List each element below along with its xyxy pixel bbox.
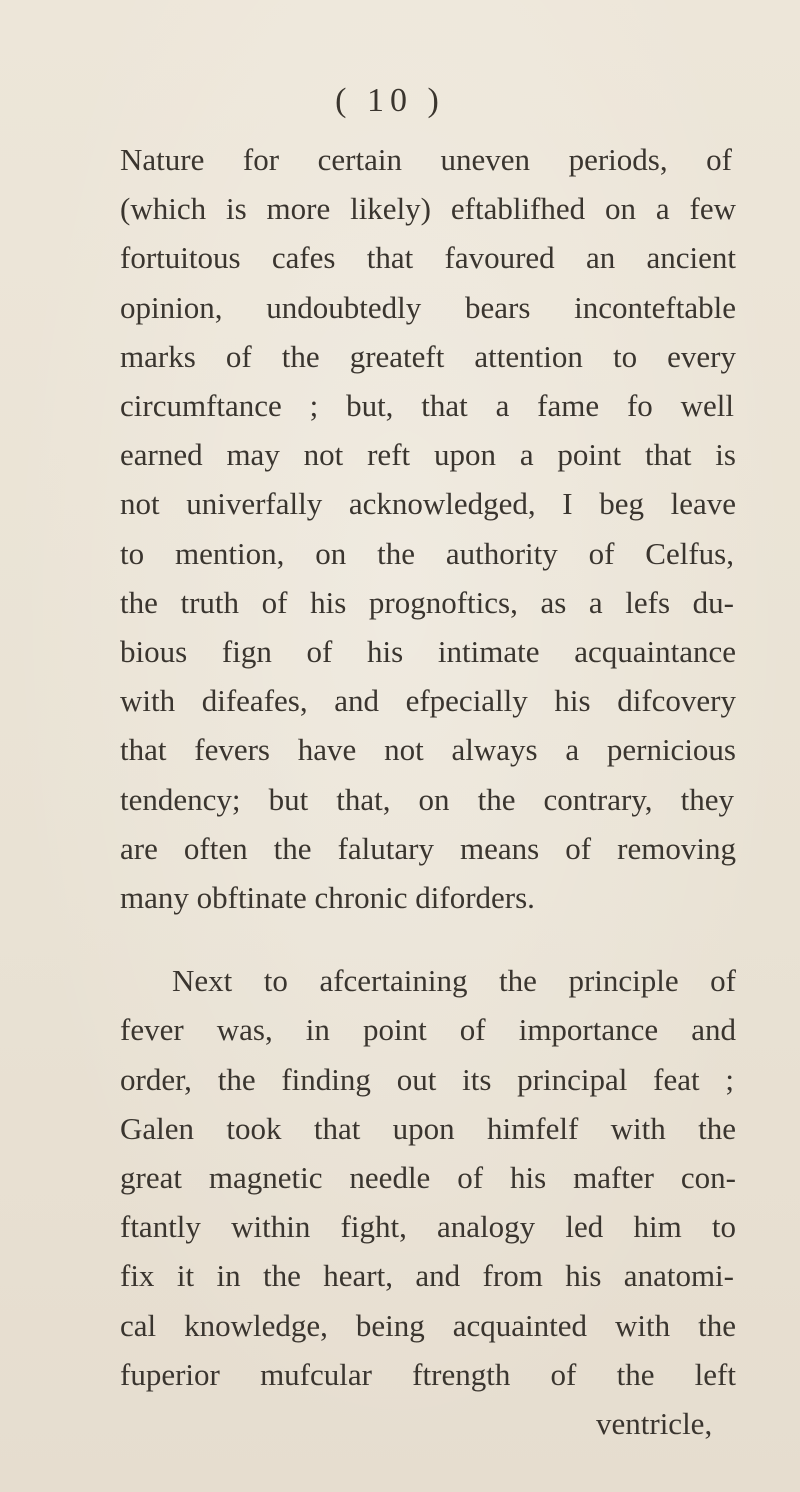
text-line: ftantly within fight, analogy led him to (120, 1209, 736, 1244)
text-line: that fevers have not always a pernicious (120, 732, 736, 767)
text-line: cal knowledge, being acquainted with the (120, 1308, 736, 1343)
page-number: ( 10 ) (335, 82, 445, 119)
catchword: ventricle, (596, 1406, 713, 1441)
text-line: Next to afcertaining the principle of (172, 963, 736, 998)
text-line: opinion, undoubtedly bears inconteftable (120, 290, 736, 325)
text-line: great magnetic needle of his mafter con- (120, 1160, 736, 1195)
text-line: with difeafes, and efpecially his difcovery (120, 683, 736, 718)
text-line: tendency; but that, on the contrary, they (120, 782, 734, 817)
text-line: earned may not reft upon a point that is (120, 437, 736, 472)
text-line: fix it in the heart, and from his anatomi- (120, 1258, 734, 1293)
text-line: bious fign of his intimate acquaintance (120, 634, 736, 669)
text-line: many obftinate chronic diforders. (120, 880, 535, 915)
text-line: to mention, on the authority of Celfus, (120, 536, 734, 571)
text-line: order, the finding out its principal feat ; (120, 1062, 734, 1097)
text-line: marks of the greateft attention to every (120, 339, 736, 374)
text-line: not univerfally acknowledged, I beg leave (120, 486, 736, 521)
text-line: the truth of his prognoftics, as a lefs du- (120, 585, 734, 620)
text-line: fever was, in point of importance and (120, 1012, 736, 1047)
text-line: fortuitous cafes that favoured an ancient (120, 240, 736, 275)
text-line: are often the falutary means of removing (120, 831, 736, 866)
text-line: circumftance ; but, that a fame fo well (120, 388, 734, 423)
text-line: Galen took that upon himfelf with the (120, 1111, 736, 1146)
text-line: fuperior mufcular ftrength of the left (120, 1357, 736, 1392)
text-line: Nature for certain uneven periods, of (120, 142, 732, 177)
text-line: (which is more likely) eftablifhed on a few (120, 191, 736, 226)
